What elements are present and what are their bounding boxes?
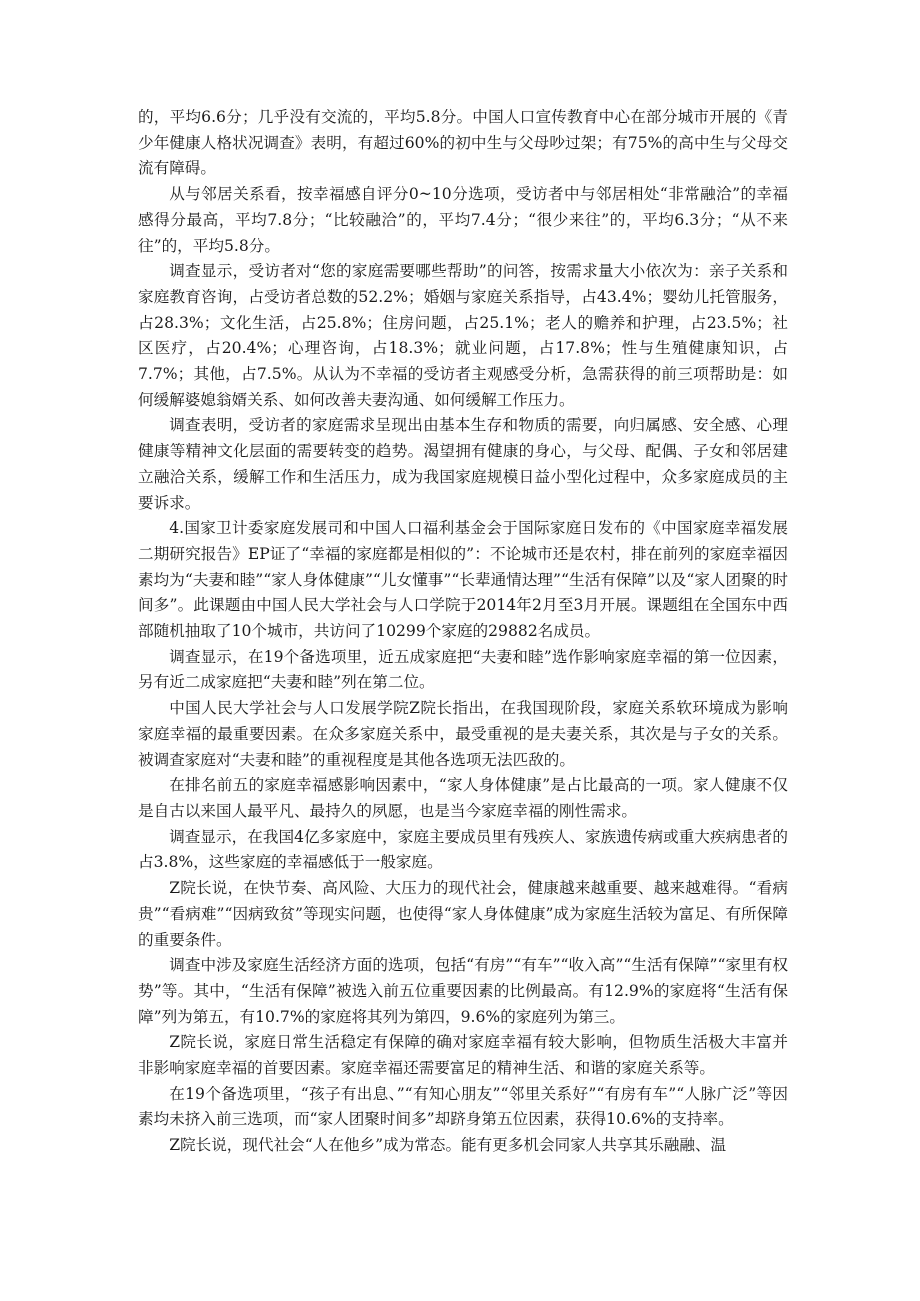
paragraph-5: 4.国家卫计委家庭发展司和中国人口福利基金会于国际家庭日发布的《中国家庭幸福发展二期研究报告》EP证了“幸福的家庭都是相似的”：不论城市还是农村，排在前列的家庭幸福因素均为“夫妻和睦”“家人身体健康”“儿女懂事”“长辈通情达理”“生活有保障”以及“家人团聚的时间多”。此课题由中国人民大学社会与人口学院于2014年2月至3月开展。课题组在全国东中西部随机抽取了10个城市，共访问了10299个家庭的29882名成员。 xyxy=(138,519,788,641)
paragraph-12: Z院长说，家庭日常生活稳定有保障的确对家庭幸福有较大影响，但物质生活极大丰富并非影响家庭幸福的首要因素。家庭幸福还需要富足的精神生活、和谐的家庭关系等。 xyxy=(138,1033,788,1078)
paragraph-1: 的，平均6.6分；几乎没有交流的，平均5.8分。中国人口宣传教育中心在部分城市开展的《青少年健康人格状况调查》表明，有超过60%的初中生与父母吵过架；有75%的高中生与父母交流有障碍。 xyxy=(138,108,788,178)
document-body xyxy=(138,105,788,1159)
paragraph-9: 调查显示，在我国4亿多家庭中，家庭主要成员里有残疾人、家族遗传病或重大疾病患者的占3.8%，这些家庭的幸福感低于一般家庭。 xyxy=(138,827,788,872)
paragraph-4: 调查表明，受访者的家庭需求呈现出由基本生存和物质的需要，向归属感、安全感、心理健康等精神文化层面的需要转变的趋势。渴望拥有健康的身心，与父母、配偶、子女和邻居建立融洽关系，缓解工作和生活压力，成为我国家庭规模日益小型化过程中，众多家庭成员的主要诉求。 xyxy=(138,416,788,512)
paragraph-8: 在排名前五的家庭幸福感影响因素中，“家人身体健康”是占比最高的一项。家人健康不仅是自古以来国人最平凡、最持久的夙愿，也是当今家庭幸福的刚性需求。 xyxy=(138,776,788,820)
paragraph-6: 调查显示，在19个备选项里，近五成家庭把“夫妻和睦”选作影响家庭幸福的第一位因素，另有近二成家庭把“夫妻和睦”列在第二位。 xyxy=(138,647,788,692)
paragraph-11: 调查中涉及家庭生活经济方面的选项，包括“有房”“有车”“收入高”“生活有保障”“家里有权势”等。其中，“生活有保障”被选入前五位重要因素的比例最高。有12.9%的家庭将“生活有保障”列为第五，有10.7%的家庭将其列为第四，9.6%的家庭列为第三。 xyxy=(138,956,788,1026)
paragraph-13: 在19个备选项里，“孩子有出息、”“有知心朋友”“邻里关系好”“有房有车”“人脉广泛”等因素均未挤入前三选项，而“家人团聚时间多”却跻身第五位因素，获得10.6%的支持率。 xyxy=(138,1084,788,1129)
paragraph-7: 中国人民大学社会与人口发展学院Z院长指出，在我国现阶段，家庭关系软环境成为影响家庭幸福的最重要因素。在众多家庭关系中，最受重视的是夫妻关系，其次是与子女的关系。被调查家庭对“夫妻和睦”的重视程度是其他各选项无法匹敌的。 xyxy=(138,699,788,769)
paragraph-14: Z院长说，现代社会“人在他乡”成为常态。能有更多机会同家人共享其乐融融、温 xyxy=(169,1136,727,1155)
paragraph-10: Z院长说，在快节奏、高风险、大压力的现代社会，健康越来越重要、越来越难得。“看病贵”“看病难”“因病致贫”等现实问题，也使得“家人身体健康”成为家庭生活较为富足、有所保障的重要条件。 xyxy=(138,879,788,949)
paragraph-2: 从与邻居关系看，按幸福感自评分0~10分选项，受访者中与邻居相处“非常融洽”的幸福感得分最高，平均7.8分；“比较融洽”的，平均7.4分；“很少来往”的，平均6.3分；“从不来往”的，平均5.8分。 xyxy=(138,185,788,255)
paragraph-3: 调查显示，受访者对“您的家庭需要哪些帮助”的问答，按需求量大小依次为：亲子关系和家庭教育咨询，占受访者总数的52.2%；婚姻与家庭关系指导，占43.4%；婴幼儿托管服务，占28.3%；文化生活，占25.8%；住房问题，占25.1%；老人的赡养和护理，占23.5%；社区医疗，占20.4%；心理咨询，占18.3%；就业问题，占17.8%；性与生殖健康知识，占7.7%；其他，占7.5%。从认为不幸福的受访者主观感受分析，急需获得的前三项帮助是：如何缓解婆媳翁婿关系、如何改善夫妻沟通、如何缓解工作压力。 xyxy=(138,262,788,409)
